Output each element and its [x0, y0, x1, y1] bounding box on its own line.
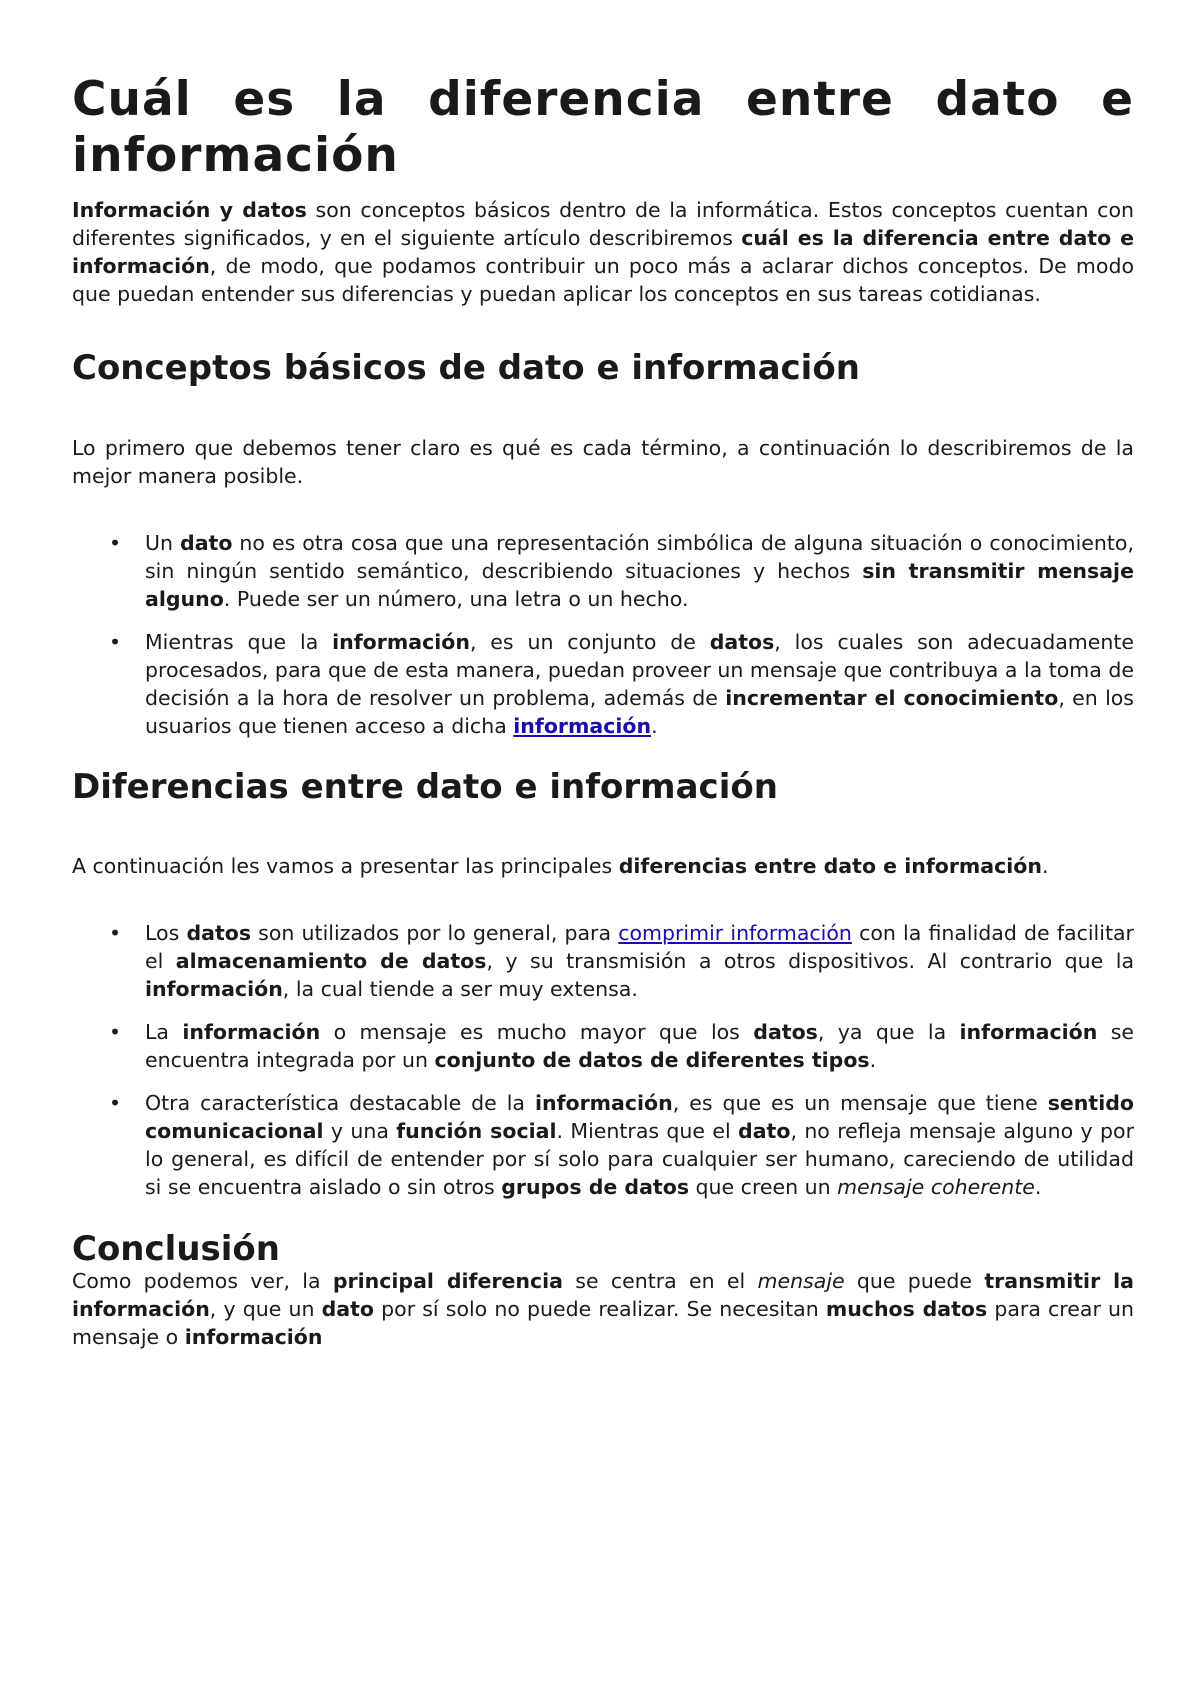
list-item — [72, 919, 1134, 1003]
text-run: , de modo, que podamos contribuir un poco más a aclarar dichos conceptos. De modo que puedan entender sus diferencias y puedan aplicar los conceptos en sus tareas cotidianas. — [72, 254, 1134, 306]
bold-text: dato — [180, 531, 233, 555]
text-run: . Mientras que el — [556, 1119, 739, 1143]
bold-text: función social — [396, 1119, 557, 1143]
text-run: . — [1034, 1175, 1042, 1199]
bullet-icon: • — [109, 630, 122, 654]
text-run: son conceptos básicos dentro de la informática. Estos conceptos cuentan con diferentes significados, y en el siguiente artículo describiremos — [72, 198, 1134, 250]
text-run: por sí solo no puede realizar. Se necesitan — [374, 1297, 826, 1321]
bold-text: información — [959, 1020, 1098, 1044]
text-run: Los — [145, 921, 187, 945]
text-run: . — [651, 714, 658, 738]
bold-text: información — [182, 1020, 321, 1044]
differences-list — [72, 919, 1134, 1201]
bold-text: diferencias entre dato e información — [618, 854, 1042, 878]
text-run: Un — [145, 531, 181, 555]
section-heading-diferencias: Diferencias entre dato e información — [72, 767, 778, 807]
text-run: A continuación les vamos a presentar las principales — [72, 854, 619, 878]
page-title: Cuál es la diferencia entre dato e información — [72, 72, 1134, 183]
text-run: , es un conjunto de — [469, 630, 710, 654]
list-item — [72, 1089, 1134, 1201]
section-heading-conceptos: Conceptos básicos de dato e información — [72, 348, 860, 388]
text-run: o mensaje es mucho mayor que los — [320, 1020, 754, 1044]
bullet-icon: • — [109, 1091, 122, 1115]
bold-text: información — [145, 977, 283, 1001]
bold-text: muchos datos — [825, 1297, 988, 1321]
text-run: y una — [323, 1119, 397, 1143]
bold-text: información — [332, 630, 470, 654]
bold-text: información — [184, 1325, 323, 1349]
bold-text: incrementar el conocimiento — [725, 686, 1059, 710]
text-run: para crear un mensaje o — [72, 1297, 1134, 1349]
text-run: , en los usuarios que tienen acceso a dicha — [145, 686, 1134, 738]
bullet-icon: • — [109, 531, 122, 555]
bold-text: almacenamiento de datos — [175, 949, 487, 973]
text-run: que creen un — [689, 1175, 838, 1199]
bold-text: sentido comunicacional — [145, 1091, 1134, 1143]
bold-text: conjunto de datos de diferentes tipos — [434, 1048, 870, 1072]
text-run: , la cual tiende a ser muy extensa. — [282, 977, 638, 1001]
text-run: son utilizados por lo general, para — [251, 921, 619, 945]
informacion-link[interactable]: información — [513, 714, 652, 738]
intro-paragraph — [72, 196, 1134, 308]
text-run: , no refleja mensaje alguno y por lo general, es difícil de entender por sí solo para cualquier ser humano, careciendo de utilidad si se encuentra aislado o sin otros — [145, 1119, 1134, 1199]
bold-text: Información y datos — [72, 198, 307, 222]
text-run: Mientras que la — [145, 630, 333, 654]
bold-text: principal diferencia — [332, 1269, 563, 1293]
text-run: Como podemos ver, la — [72, 1269, 333, 1293]
text-run: , ya que la — [817, 1020, 960, 1044]
bold-text: transmitir la información — [72, 1269, 1134, 1321]
text-run: se centra en el — [562, 1269, 758, 1293]
bold-text: información — [534, 1091, 673, 1115]
bold-text: datos — [709, 630, 775, 654]
concepts-list — [72, 529, 1134, 740]
bold-text: datos — [753, 1020, 818, 1044]
bold-text: cuál es la diferencia entre dato e información — [72, 226, 1134, 278]
conclusion-paragraph — [72, 1267, 1134, 1351]
text-run: se encuentra integrada por un — [145, 1020, 1135, 1072]
bold-text: sin transmitir mensaje alguno — [145, 559, 1134, 611]
text-run: . — [869, 1048, 877, 1072]
section1-paragraph: Lo primero que debemos tener claro es qué es cada término, a continuación lo describiremos de la mejor manera posible. — [72, 436, 1134, 488]
bullet-icon: • — [109, 1020, 122, 1044]
text-run: no es otra cosa que una representación simbólica de alguna situación o conocimiento, sin ningún sentido semántico, describiendo situaciones y hechos — [145, 531, 1134, 583]
text-run: , y que un — [209, 1297, 322, 1321]
section-heading-conclusion: Conclusión — [72, 1229, 280, 1269]
text-run: con la finalidad de facilitar el — [145, 921, 1134, 973]
bullet-icon: • — [109, 921, 122, 945]
list-item — [72, 529, 1134, 613]
bold-text: dato — [738, 1119, 791, 1143]
text-run: , los cuales son adecuadamente procesados, para que de esta manera, puedan proveer un mensaje que contribuya a la toma de decisión a la hora de resolver un problema, además de — [145, 630, 1134, 710]
text-run: , y su transmisión a otros dispositivos. Al contrario que la — [486, 949, 1135, 973]
text-run: . — [1042, 854, 1049, 878]
bold-text: datos — [186, 921, 252, 945]
text-run: La — [145, 1020, 183, 1044]
section2-paragraph — [72, 852, 1134, 880]
bold-text: dato — [321, 1297, 374, 1321]
italic-text: mensaje coherente — [837, 1175, 1035, 1199]
list-item — [72, 628, 1134, 740]
text-run: Otra característica destacable de la — [145, 1091, 535, 1115]
list-item — [72, 1018, 1134, 1074]
comprimir-informacion-link[interactable]: comprimir información — [618, 921, 852, 945]
text-run: , es que es un mensaje que tiene — [672, 1091, 1048, 1115]
bold-text: grupos de datos — [501, 1175, 690, 1199]
text-run: . Puede ser un número, una letra o un hecho. — [223, 587, 689, 611]
italic-text: mensaje — [757, 1269, 845, 1293]
text-run: que puede — [844, 1269, 985, 1293]
